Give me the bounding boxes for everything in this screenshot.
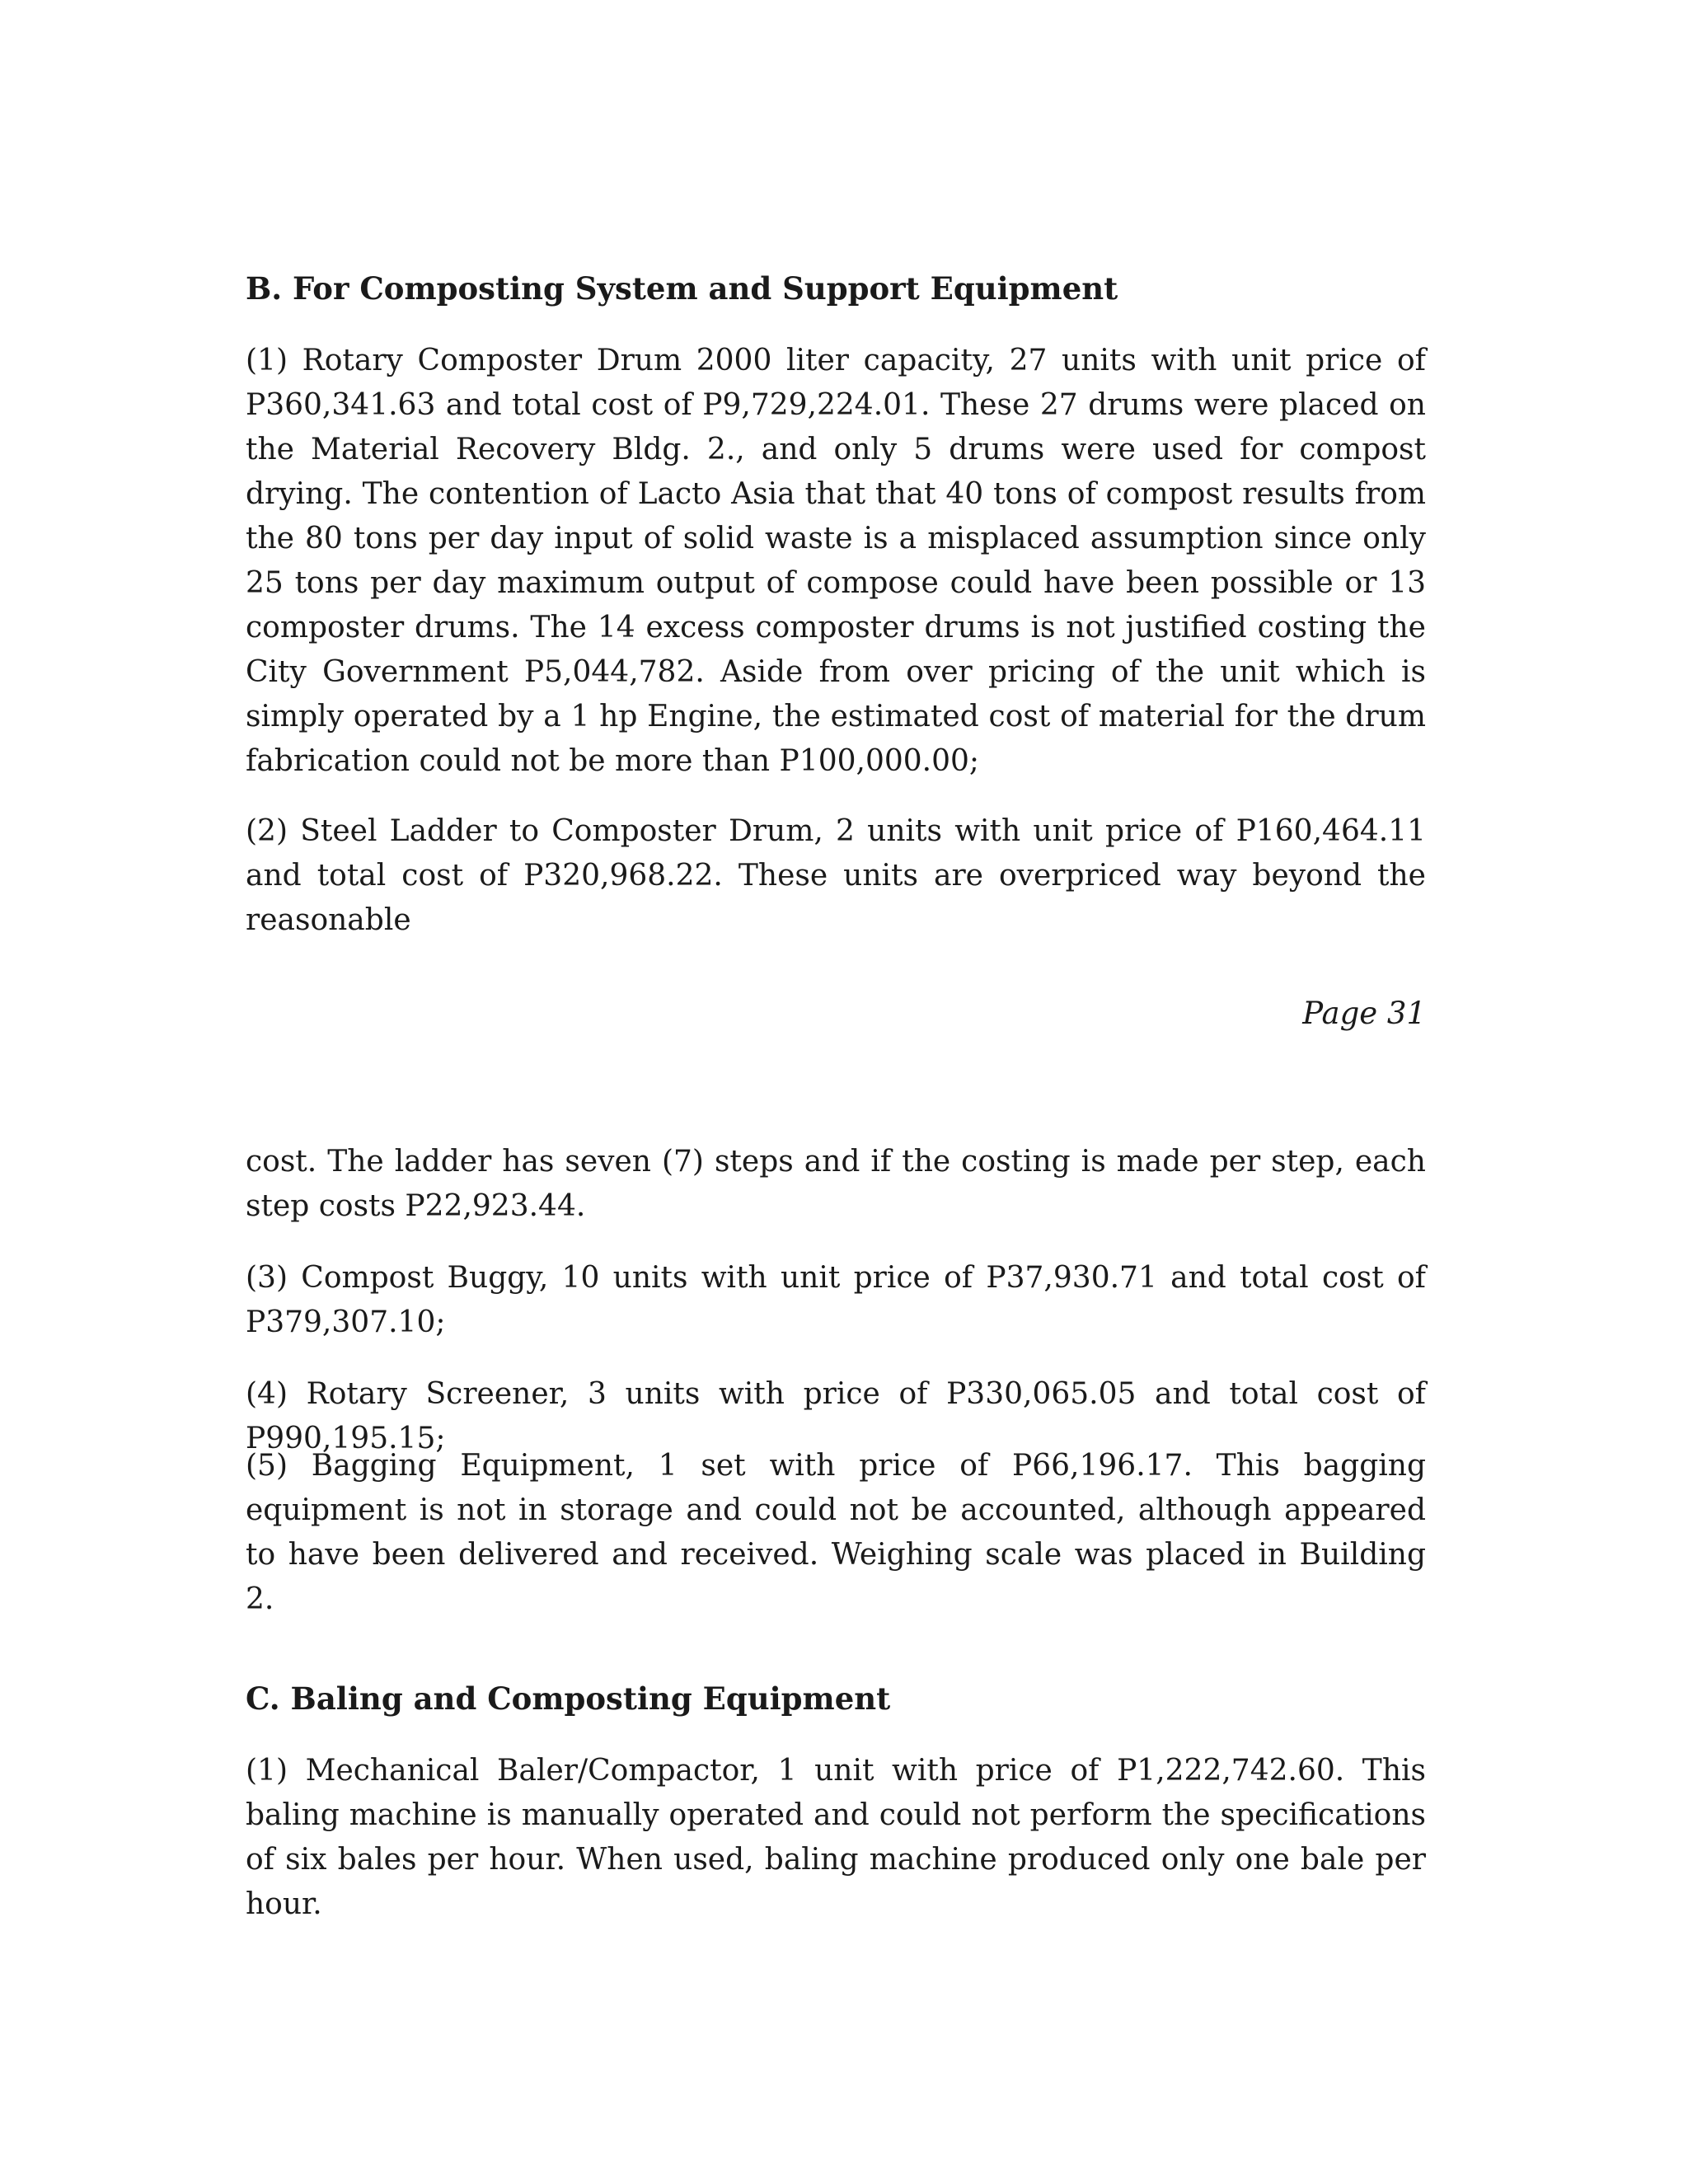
section-b-item-4: (4) Rotary Screener, 3 units with price of P330,065.05 and total cost of P990,195.15; bbox=[246, 1377, 1426, 1455]
section-b-heading: B. For Composting System and Support Equipment bbox=[246, 270, 1118, 307]
section-c-heading: C. Baling and Composting Equipment bbox=[246, 1680, 891, 1717]
page-number: Page 31 bbox=[1302, 996, 1426, 1031]
section-b-item-2-part-1: (2) Steel Ladder to Composter Drum, 2 units with unit price of P160,464.11 and total cost of P320,968.22. These units are overpriced way beyond the reasonable bbox=[246, 814, 1426, 937]
section-b-item-3: (3) Compost Buggy, 10 units with unit price of P37,930.71 and total cost of P379,307.10; bbox=[246, 1261, 1426, 1339]
section-b-item-1: (1) Rotary Composter Drum 2000 liter capacity, 27 units with unit price of P360,341.63 and total cost of P9,729,224.01. These 27 drums were placed on the Material Recovery Bldg. 2., and only 5 drums were used for compost drying. The contention of Lacto Asia that that 40 tons of compost results from the 80 tons per day input of solid waste is a misplaced assumption since only 25 tons per day maximum output of compose could have been possible or 13 composter drums. The 14 excess composter drums is not justified costing the City Government P5,044,782. Aside from over pricing of the unit which is simply operated by a 1 hp Engine, the estimated cost of material for the drum fabrication could not be more than P100,000.00; bbox=[246, 344, 1426, 778]
section-c-item-1: (1) Mechanical Baler/Compactor, 1 unit with price of P1,222,742.60. This baling machine is manually operated and could not perform the specifications of six bales per hour. When used, baling machine produced only one bale per hour. bbox=[246, 1754, 1426, 1921]
section-b-item-2-part-2: cost. The ladder has seven (7) steps and if the costing is made per step, each step costs P22,923.44. bbox=[246, 1145, 1426, 1223]
section-b-item-5: (5) Bagging Equipment, 1 set with price of P66,196.17. This bagging equipment is not in storage and could not be accounted, although appeared to have been delivered and received. Weighing scale was placed in Building 2. bbox=[246, 1449, 1426, 1616]
